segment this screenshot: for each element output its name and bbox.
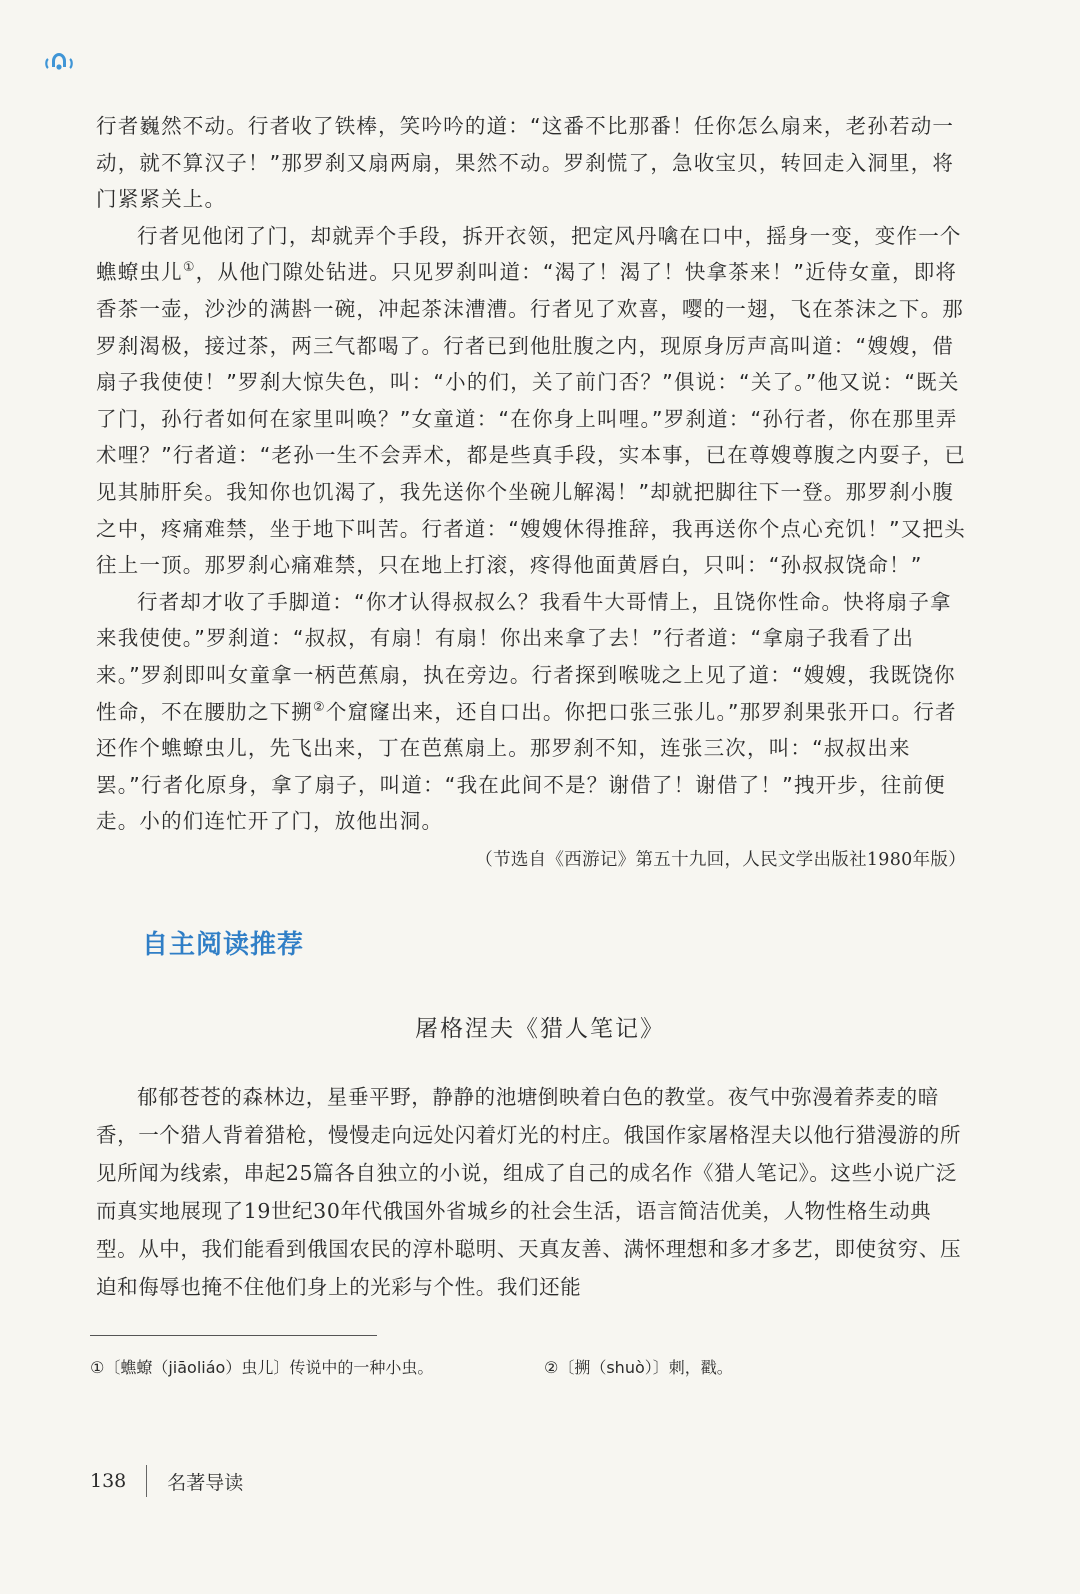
story-excerpt xyxy=(96,108,966,878)
story-paragraph-2-part-2: ，从他门隙处钻进。只见罗刹叫道：“渴了！渴了！快拿茶来！”近侍女童，即将香茶一壶，沙沙的满斟一碗，冲起茶沫漕漕。行者见了欢喜，嘤的一翅，飞在茶沫之下。那罗刹渴极，接过茶，两三气都喝了。行者已到他肚腹之内，现原身厉声高叫道：“嫂嫂，借扇子我使使！”罗刹大惊失色，叫：“小的们，关了前门否？”俱说：“关了。”他又说：“既关了门，孙行者如何在家里叫唤？”女童道：“在你身上叫哩。”罗刹道：“孙行者，你在那里弄术哩？”行者道：“老孙一生不会弄术，都是些真手段，实本事，已在尊嫂尊腹之内耍子，已见其肺肝矣。我知你也饥渴了，我先送你个坐碗儿解渴！”却就把脚往下一登。那罗刹小腹之中，疼痛难禁，坐于地下叫苦。行者道：“嫂嫂休得推辞，我再送你个点心充饥！”又把头往上一顶。那罗刹心痛难禁，只在地上打滚，疼得他面黄唇白，只叫：“孙叔叔饶命！” xyxy=(96,260,966,578)
footer-separator xyxy=(146,1465,147,1497)
footnote-ref-2[interactable]: ② xyxy=(313,699,326,715)
story-paragraph-1: 行者巍然不动。行者收了铁棒，笑吟吟的道：“这番不比那番！任你怎么扇来，老孙若动一动，就不算汉子！”那罗刹又扇两扇，果然不动。罗刹慌了，急收宝贝，转回走入洞里，将门紧紧关上。 xyxy=(96,114,955,212)
story-paragraph-2-part-1: 行者见他闭了门，却就弄个手段，拆开衣领，把定风丹噙在口中，摇身一变，变作一个蟭蟟虫儿 xyxy=(96,223,962,285)
book-intro-paragraph: 郁郁苍苍的森林边，星垂平野，静静的池塘倒映着白色的教堂。夜气中弥漫着荞麦的暗香，一个猎人背着猎枪，慢慢走向远处闪着灯光的村庄。俄国作家屠格涅夫以他行猎漫游的所见所闻为线索，串起25篇各自独立的小说，组成了自己的成名作《猎人笔记》。这些小说广泛而真实地展现了19世纪30年代俄国外省城乡的社会生活，语言简洁优美，人物性格生动典型。从中，我们能看到俄国农民的淳朴聪明、天真友善、满怀理想和多才多艺，即使贫穷、压迫和侮辱也掩不住他们身上的光彩与个性。我们还能 xyxy=(96,1085,962,1299)
footnote-1: ①〔蟭蟟（jiāoliáo）虫儿〕传说中的一种小虫。 xyxy=(90,1358,434,1377)
page-number: 138 xyxy=(90,1470,127,1492)
book-name: 名著导读 xyxy=(167,1471,244,1494)
story-paragraph-3-part-1: 行者却才收了手脚道：“你才认得叔叔么？我看牛大哥情上，且饶你性命。快将扇子拿来我使使。”罗刹道：“叔叔，有扇！有扇！你出来拿了去！”行者道：“拿扇子我看了出来。”罗刹即叫女童拿一柄芭蕉扇，执在旁边。行者探到喉咙之上见了道：“嫂嫂，我既饶你性命，不在腰肋之下搠 xyxy=(96,589,956,724)
listen-audio-icon xyxy=(44,46,74,76)
page-footer xyxy=(90,1466,243,1496)
footnotes xyxy=(90,1356,990,1380)
story-paragraph-3-part-2: 个窟窿出来，还自口出。你把口张三张儿。”那罗刹果张开口。行者还作个蟭蟟虫儿，先飞出来，丁在芭蕉扇上。那罗刹不知，连张三次，叫：“叔叔出来罢。”行者化原身，拿了扇子，叫道：“我在此间不是？谢借了！谢借了！”拽开步，往前便走。小的们连忙开了门，放他出洞。 xyxy=(96,699,957,834)
footnote-2: ②〔搠（shuò）〕刺，戳。 xyxy=(544,1358,733,1377)
section-heading: 自主阅读推荐 xyxy=(142,930,305,960)
footnote-divider xyxy=(90,1335,377,1336)
story-paragraph-3 xyxy=(96,584,966,840)
source-citation: （节选自《西游记》第五十九回，人民文学出版社1980年版） xyxy=(475,849,966,870)
book-title: 屠格涅夫《猎人笔记》 xyxy=(415,1016,665,1042)
story-paragraph-2 xyxy=(96,218,966,584)
footnote-ref-1[interactable]: ① xyxy=(182,260,196,276)
